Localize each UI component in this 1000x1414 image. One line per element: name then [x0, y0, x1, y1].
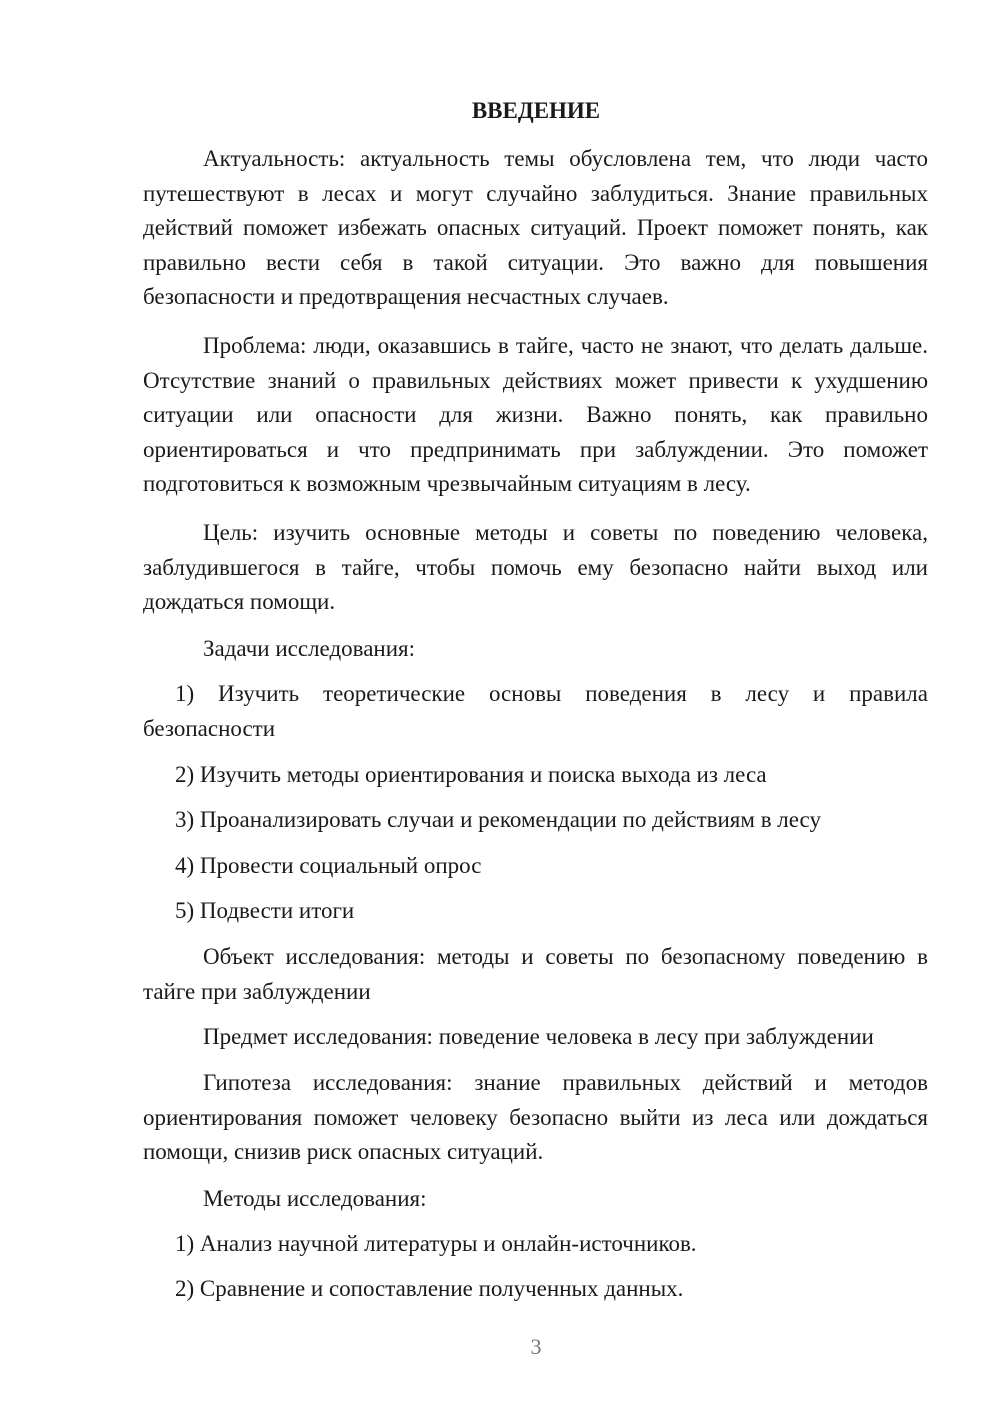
page-number: 3 [530, 1334, 542, 1359]
method-item-2: 2) Сравнение и сопоставление полученных данных. [175, 1276, 684, 1301]
page-title: ВВЕДЕНИЕ [471, 98, 601, 123]
tasks-heading: Задачи исследования: [203, 636, 416, 661]
task-item-5: 5) Подвести итоги [175, 898, 355, 923]
method-item-1: 1) Анализ научной литературы и онлайн-источников. [175, 1231, 697, 1256]
paragraph-goal: Цель: изучить основные методы и советы по поведению человека, заблудившегося в тайге, чтобы помочь ему безопасно найти выход или дождаться помощи. [143, 520, 928, 614]
methods-heading: Методы исследования: [203, 1186, 427, 1211]
task-item-2: 2) Изучить методы ориентирования и поиска выхода из леса [175, 762, 767, 787]
task-item-1 [143, 677, 928, 746]
paragraph-problem: Проблема: люди, оказавшись в тайге, часто не знают, что делать дальше. Отсутствие знаний о правильных действиях может привести к ухудшению ситуации или опасности для жизни. Важно понять, как правильно ориентироваться и что предпринимать при заблуждении. Это поможет подготовиться к возможным чрезвычайным ситуациям в лесу. [143, 333, 928, 496]
task-item-4: 4) Провести социальный опрос [175, 853, 482, 878]
paragraph-subject: Предмет исследования: поведение человека в лесу при заблуждении [203, 1024, 874, 1049]
paragraph-relevance: Актуальность: актуальность темы обусловлена тем, что люди часто путешествуют в лесах и могут случайно заблудиться. Знание правильных действий поможет избежать опасных ситуаций. Проект поможет понять, как правильно вести себя в такой ситуации. Это важно для повышения безопасности и предотвращения несчастных случаев. [143, 146, 928, 309]
task-item-1-line-2: безопасности [143, 715, 276, 741]
paragraph-object: Объект исследования: методы и советы по безопасному поведению в тайге при заблуждении [143, 944, 928, 1004]
task-item-3: 3) Проанализировать случаи и рекомендации по действиям в лесу [175, 807, 821, 832]
paragraph-hypothesis: Гипотеза исследования: знание правильных действий и методов ориентирования поможет человеку безопасно выйти из леса или дождаться помощи, снизив риск опасных ситуаций. [143, 1070, 928, 1164]
task-item-1-line-1: 1) Изучить теоретические основы поведения в лесу и правила [175, 681, 928, 706]
